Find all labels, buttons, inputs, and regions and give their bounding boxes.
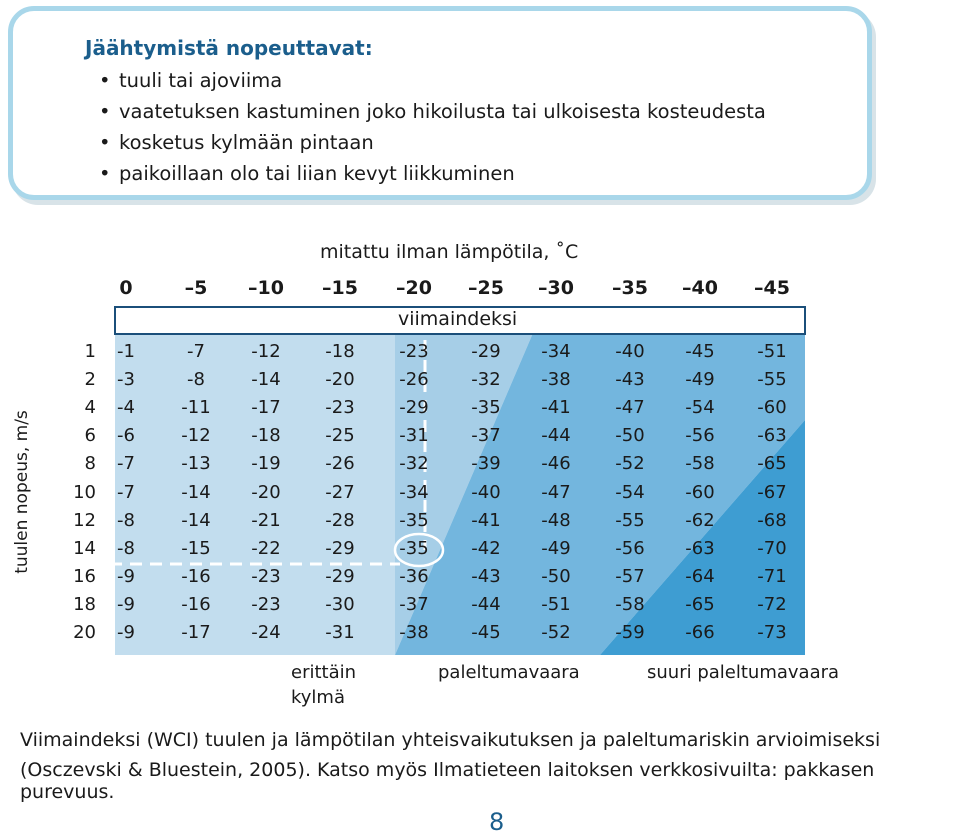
table-cell: -55	[615, 509, 645, 531]
table-cell: -34	[399, 481, 429, 503]
table-cell: -49	[685, 369, 715, 391]
caption-line-2: (Osczevski & Bluestein, 2005). Katso myös Ilmatieteen laitoksen verkkosivuilta: pakkasen purevuus.	[20, 759, 875, 803]
table-cell: -29	[399, 397, 429, 419]
list-item: • vaatetuksen kastuminen joko hikoilusta tai ulkoisesta kosteudesta	[99, 96, 766, 127]
wind-speed-label-0: 1	[84, 341, 96, 362]
list-item: • kosketus kylmään pintaan	[99, 127, 766, 158]
table-cell: -12	[181, 425, 211, 447]
table-cell: -54	[615, 481, 645, 503]
table-cell: -20	[251, 481, 281, 503]
table-cell: -62	[685, 509, 715, 531]
table-cell: -23	[251, 593, 281, 615]
table-cell: -27	[325, 481, 355, 503]
list-item: • paikoillaan olo tai liian kevyt liikkuminen	[99, 158, 766, 189]
table-cell: -9	[117, 622, 135, 643]
temperature-header-7: –35	[612, 277, 648, 299]
table-cell: -73	[757, 622, 787, 643]
table-cell: -15	[181, 537, 211, 559]
list-item: • tuuli tai ajoviima	[99, 65, 766, 96]
table-cell: -45	[471, 622, 501, 643]
caption-line-1: Viimaindeksi (WCI) tuulen ja lämpötilan yhteisvaikutuksen ja paleltumariskin arvioimiseksi	[20, 729, 881, 751]
table-cell: -51	[541, 593, 571, 615]
wind-speed-axis-label-text: tuulen nopeus, m/s	[12, 410, 32, 574]
table-cell: -31	[399, 425, 429, 447]
table-cell: -67	[757, 481, 787, 503]
table-cell: -42	[471, 537, 501, 559]
table-cell: -59	[615, 622, 645, 643]
zone-label-very-cold-2: kylmä	[291, 687, 345, 708]
table-cell: -25	[325, 425, 355, 447]
table-cell: -21	[251, 509, 281, 531]
wind-speed-label-7: 14	[73, 537, 96, 559]
table-cell: -40	[615, 341, 645, 362]
temperature-header-2: –10	[248, 277, 284, 299]
table-cell: -7	[117, 453, 135, 475]
table-cell: -32	[471, 369, 501, 391]
table-cell: -16	[181, 565, 211, 587]
table-cell: -52	[615, 453, 645, 475]
table-cell: -57	[615, 565, 645, 587]
temperature-header-5: –25	[468, 277, 504, 299]
wind-speed-label-6: 12	[73, 509, 96, 531]
table-cell: -26	[399, 369, 429, 391]
table-cell: -14	[181, 481, 211, 503]
table-cell: -14	[181, 509, 211, 531]
wind-speed-label-9: 18	[73, 593, 96, 615]
table-cell: -72	[757, 593, 787, 615]
table-cell: -60	[685, 481, 715, 503]
table-cell: -11	[181, 397, 211, 419]
table-cell: -64	[685, 565, 715, 587]
table-cell: -35	[399, 537, 429, 559]
table-cell: -29	[325, 565, 355, 587]
table-cell: -37	[471, 425, 501, 447]
info-box-title: Jäähtymistä nopeuttavat:	[85, 36, 373, 60]
table-cell: -7	[117, 481, 135, 503]
table-cell: -40	[471, 481, 501, 503]
table-cell: -8	[187, 369, 205, 391]
table-cell: -63	[757, 425, 787, 447]
table-cell: -56	[685, 425, 715, 447]
wind-speed-label-8: 16	[73, 565, 96, 587]
table-cell: -49	[541, 537, 571, 559]
table-cell: -7	[187, 341, 205, 362]
table-cell: -48	[541, 509, 571, 531]
table-cell: -4	[117, 397, 135, 419]
table-cell: -26	[325, 453, 355, 475]
table-cell: -28	[325, 509, 355, 531]
table-cell: -41	[541, 397, 571, 419]
table-cell: -24	[251, 622, 281, 643]
temperature-header-4: –20	[396, 277, 432, 299]
zone-label-very-cold-1: erittäin	[291, 662, 357, 683]
table-cell: -41	[471, 509, 501, 531]
table-cell: -54	[685, 397, 715, 419]
wind-speed-label-3: 6	[84, 425, 96, 447]
temperature-header-0: 0	[119, 277, 133, 299]
table-cell: -35	[399, 509, 429, 531]
table-cell: -38	[399, 622, 429, 643]
table-cell: -68	[757, 509, 787, 531]
temperature-axis-label: mitattu ilman lämpötila, ˚C	[320, 241, 579, 263]
table-cell: -19	[251, 453, 281, 475]
table-cell: -35	[471, 397, 501, 419]
table-cell: -9	[117, 565, 135, 587]
temperature-header-8: –40	[682, 277, 718, 299]
table-cell: -45	[685, 341, 715, 362]
table-cell: -17	[251, 397, 281, 419]
table-cell: -46	[541, 453, 571, 475]
table-cell: -30	[325, 593, 355, 615]
table-cell: -44	[471, 593, 501, 615]
table-cell: -60	[757, 397, 787, 419]
table-cell: -58	[685, 453, 715, 475]
table-cell: -23	[399, 341, 429, 362]
table-cell: -18	[325, 341, 355, 362]
table-cell: -3	[117, 369, 135, 391]
table-cell: -29	[471, 341, 501, 362]
table-cell: -36	[399, 565, 429, 587]
wind-speed-label-10: 20	[73, 622, 96, 643]
table-cell: -13	[181, 453, 211, 475]
table-cell: -43	[615, 369, 645, 391]
temperature-header-1: –5	[184, 277, 208, 299]
table-cell: -32	[399, 453, 429, 475]
temperature-header-3: –15	[322, 277, 358, 299]
table-cell: -16	[181, 593, 211, 615]
table-cell: -56	[615, 537, 645, 559]
page-number: 8	[489, 808, 505, 836]
table-cell: -58	[615, 593, 645, 615]
table-cell: -50	[541, 565, 571, 587]
zone-label-frostbite-risk: paleltumavaara	[438, 662, 580, 683]
temperature-header-6: –30	[538, 277, 574, 299]
table-cell: -65	[757, 453, 787, 475]
table-cell: -17	[181, 622, 211, 643]
table-cell: -50	[615, 425, 645, 447]
table-cell: -38	[541, 369, 571, 391]
table-cell: -22	[251, 537, 281, 559]
table-cell: -51	[757, 341, 787, 362]
wind-speed-label-2: 4	[84, 397, 96, 419]
zone-label-high-frostbite-risk: suuri paleltumavaara	[647, 662, 840, 683]
table-cell: -14	[251, 369, 281, 391]
table-cell: -70	[757, 537, 787, 559]
table-cell: -37	[399, 593, 429, 615]
table-cell: -47	[541, 481, 571, 503]
table-cell: -6	[117, 425, 135, 447]
table-cell: -31	[325, 622, 355, 643]
wind-speed-label-4: 8	[84, 453, 96, 475]
temperature-header-9: –45	[754, 277, 790, 299]
table-cell: -20	[325, 369, 355, 391]
wind-speed-label-1: 2	[84, 369, 96, 391]
table-cell: -34	[541, 341, 571, 362]
table-cell: -47	[615, 397, 645, 419]
table-cell: -65	[685, 593, 715, 615]
index-band-label: viimaindeksi	[398, 308, 518, 330]
table-cell: -18	[251, 425, 281, 447]
table-cell: -8	[117, 537, 135, 559]
table-cell: -44	[541, 425, 571, 447]
table-cell: -9	[117, 593, 135, 615]
table-cell: -71	[757, 565, 787, 587]
table-cell: -29	[325, 537, 355, 559]
table-cell: -39	[471, 453, 501, 475]
table-cell: -12	[251, 341, 281, 362]
table-cell: -52	[541, 622, 571, 643]
table-cell: -8	[117, 509, 135, 531]
table-cell: -63	[685, 537, 715, 559]
table-cell: -66	[685, 622, 715, 643]
table-cell: -43	[471, 565, 501, 587]
table-cell: -1	[117, 341, 135, 362]
table-cell: -23	[325, 397, 355, 419]
wind-speed-label-5: 10	[73, 481, 96, 503]
table-cell: -55	[757, 369, 787, 391]
table-cell: -23	[251, 565, 281, 587]
